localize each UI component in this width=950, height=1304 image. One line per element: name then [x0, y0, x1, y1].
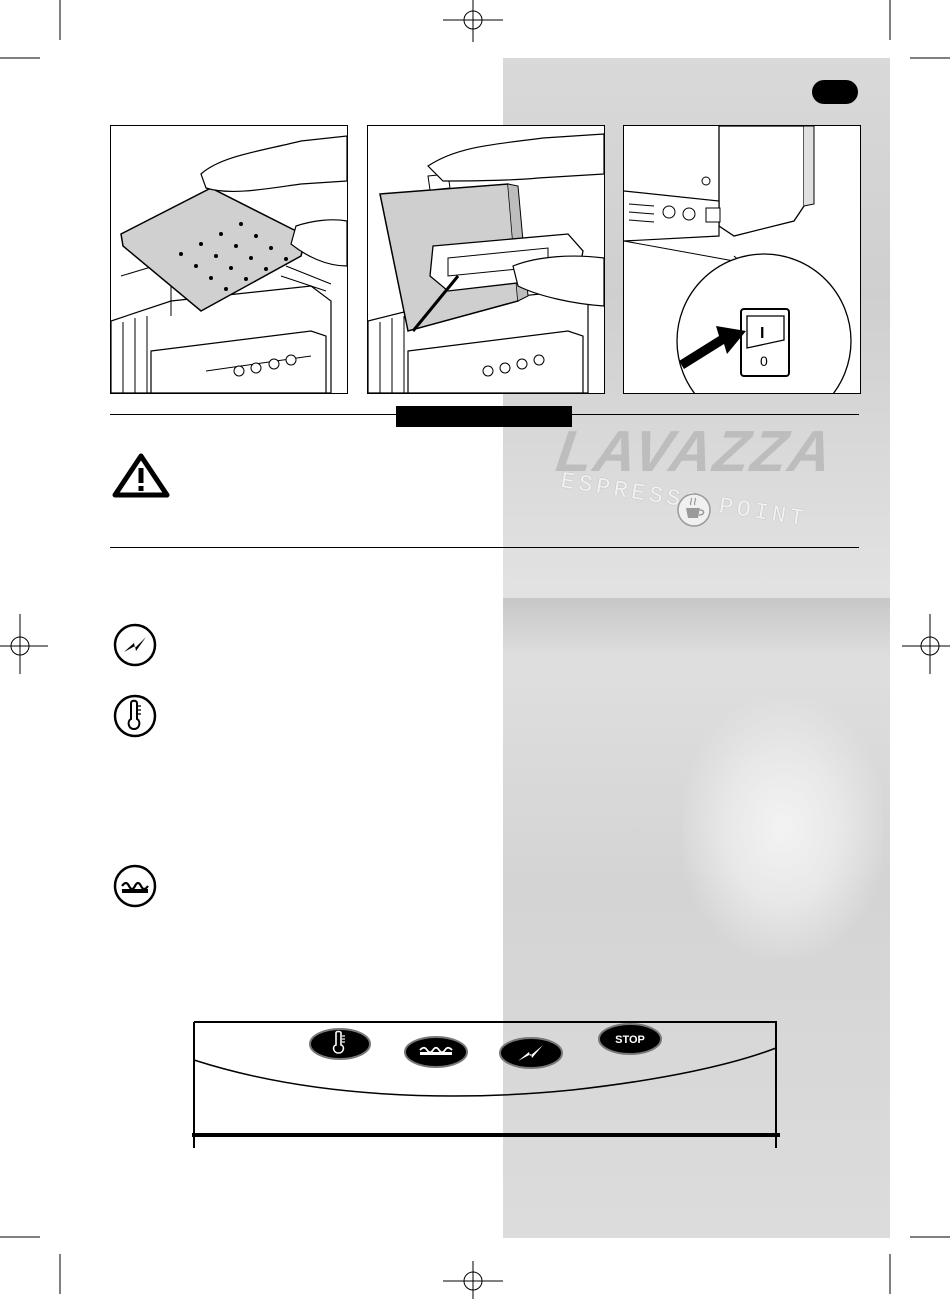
- brand-subtitle: ESPRESSO POINT: [558, 468, 810, 533]
- warning-triangle-icon: [112, 453, 170, 498]
- figure-water-tank: [367, 125, 605, 394]
- control-panel: [192, 1020, 780, 1148]
- section-title-bar: [396, 406, 572, 427]
- panel-stop-button: [597, 1022, 663, 1056]
- thermometer-icon: [113, 694, 157, 738]
- coffee-cup-logo-icon: [676, 492, 712, 528]
- figure-drip-tray-grid: [110, 125, 348, 394]
- switch-off-label: 0: [760, 353, 768, 369]
- water-waves-icon: [113, 864, 157, 908]
- panel-power-button: [498, 1034, 564, 1070]
- page-tab: [812, 80, 858, 104]
- switch-on-label: I: [760, 325, 765, 342]
- panel-water-button: [403, 1034, 469, 1068]
- section-rule-bottom: [110, 547, 859, 548]
- stop-label: STOP: [615, 1034, 645, 1046]
- lightning-icon: [113, 623, 157, 667]
- brand-name: LAVAZZA: [552, 419, 838, 484]
- figure-power-switch: [623, 125, 861, 394]
- section-title: [396, 409, 404, 424]
- panel-temperature-button: [308, 1026, 372, 1060]
